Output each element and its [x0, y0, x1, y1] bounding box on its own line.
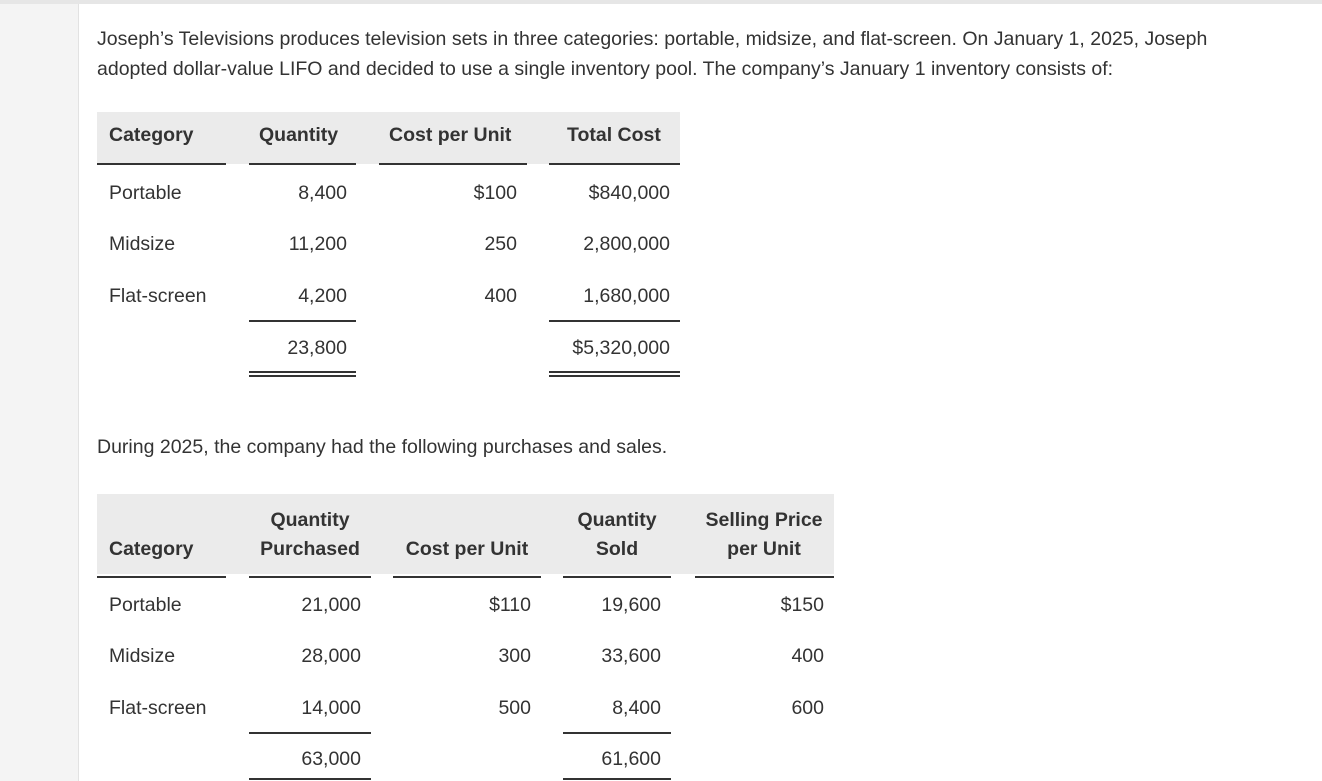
activity-header-qty-sold-line1: Quantity	[577, 509, 657, 531]
inventory-header-quantity: Quantity	[259, 124, 339, 146]
table-cell: $150	[780, 594, 824, 616]
subtotal-rule	[549, 320, 680, 322]
header-rule	[249, 576, 371, 578]
table-cell: 14,000	[301, 697, 361, 719]
table-cell: Flat-screen	[109, 285, 207, 307]
table-cell: Midsize	[109, 645, 176, 667]
table-cell: 400	[791, 645, 824, 667]
double-rule	[549, 371, 680, 373]
double-rule	[249, 375, 356, 377]
inventory-header-total-cost: Total Cost	[567, 124, 661, 146]
activity-total-sold: 61,600	[601, 748, 661, 770]
table-cell: 600	[791, 697, 824, 719]
inventory-header-category: Category	[109, 124, 194, 146]
double-rule	[249, 778, 371, 780]
table-cell: 19,600	[601, 594, 661, 616]
table-cell: 500	[498, 697, 531, 719]
table-cell: Midsize	[109, 233, 176, 255]
activity-header-qty-purchased-line1: Quantity	[270, 509, 350, 531]
table-cell: Portable	[109, 182, 182, 204]
table-cell: $110	[489, 594, 531, 616]
question-panel	[78, 4, 1322, 781]
activity-table	[97, 494, 837, 781]
subtotal-rule	[249, 320, 356, 322]
table-cell: 300	[498, 645, 531, 667]
header-rule	[393, 576, 541, 578]
double-rule	[563, 778, 671, 780]
header-rule	[563, 576, 671, 578]
table-cell: 11,200	[288, 233, 347, 255]
header-rule	[695, 576, 834, 578]
subtotal-rule	[563, 732, 671, 734]
table-cell: 400	[484, 285, 517, 307]
activity-header-cost-per-unit: Cost per Unit	[405, 538, 529, 560]
table-cell: 28,000	[301, 645, 361, 667]
table-cell: $840,000	[588, 182, 670, 204]
activity-total-purchased: 63,000	[301, 748, 361, 770]
table-cell: $100	[473, 182, 517, 204]
table-cell: Portable	[109, 594, 182, 616]
table-cell: 8,400	[612, 697, 661, 719]
table-cell: 4,200	[298, 285, 347, 307]
activity-header-qty-sold-line2: Sold	[595, 538, 639, 560]
activity-header-price-line2: per Unit	[727, 538, 801, 560]
transition-text: During 2025, the company had the following purchases and sales.	[97, 436, 668, 458]
activity-header-category: Category	[109, 538, 194, 560]
intro-line-1: Joseph’s Televisions produces television sets in three categories: portable, midsize, and flat-screen. On January 1, 2025, Joseph	[97, 28, 1208, 50]
table-cell: Flat-screen	[109, 697, 207, 719]
header-rule	[249, 163, 356, 165]
inventory-total-quantity: 23,800	[287, 337, 347, 359]
double-rule	[249, 371, 356, 373]
activity-header-qty-purchased-line2: Purchased	[260, 538, 360, 560]
inventory-total-cost: $5,320,000	[572, 337, 670, 359]
inventory-table	[97, 112, 687, 382]
table-cell: 250	[484, 233, 517, 255]
inventory-header-cost-per-unit: Cost per Unit	[389, 124, 512, 146]
header-rule	[379, 163, 527, 165]
table-cell: 8,400	[298, 182, 347, 204]
header-rule	[549, 163, 680, 165]
intro-paragraph	[97, 24, 1297, 84]
double-rule	[549, 375, 680, 377]
intro-line-2: adopted dollar-value LIFO and decided to use a single inventory pool. The company’s January 1 inventory consists of:	[97, 58, 1114, 80]
table-cell: 21,000	[301, 594, 361, 616]
table-cell: 33,600	[601, 645, 661, 667]
table-cell: 1,680,000	[583, 285, 670, 307]
header-rule	[97, 163, 226, 165]
activity-header-price-line1: Selling Price	[705, 509, 823, 531]
subtotal-rule	[249, 732, 371, 734]
header-rule	[97, 576, 226, 578]
table-cell: 2,800,000	[583, 233, 670, 255]
